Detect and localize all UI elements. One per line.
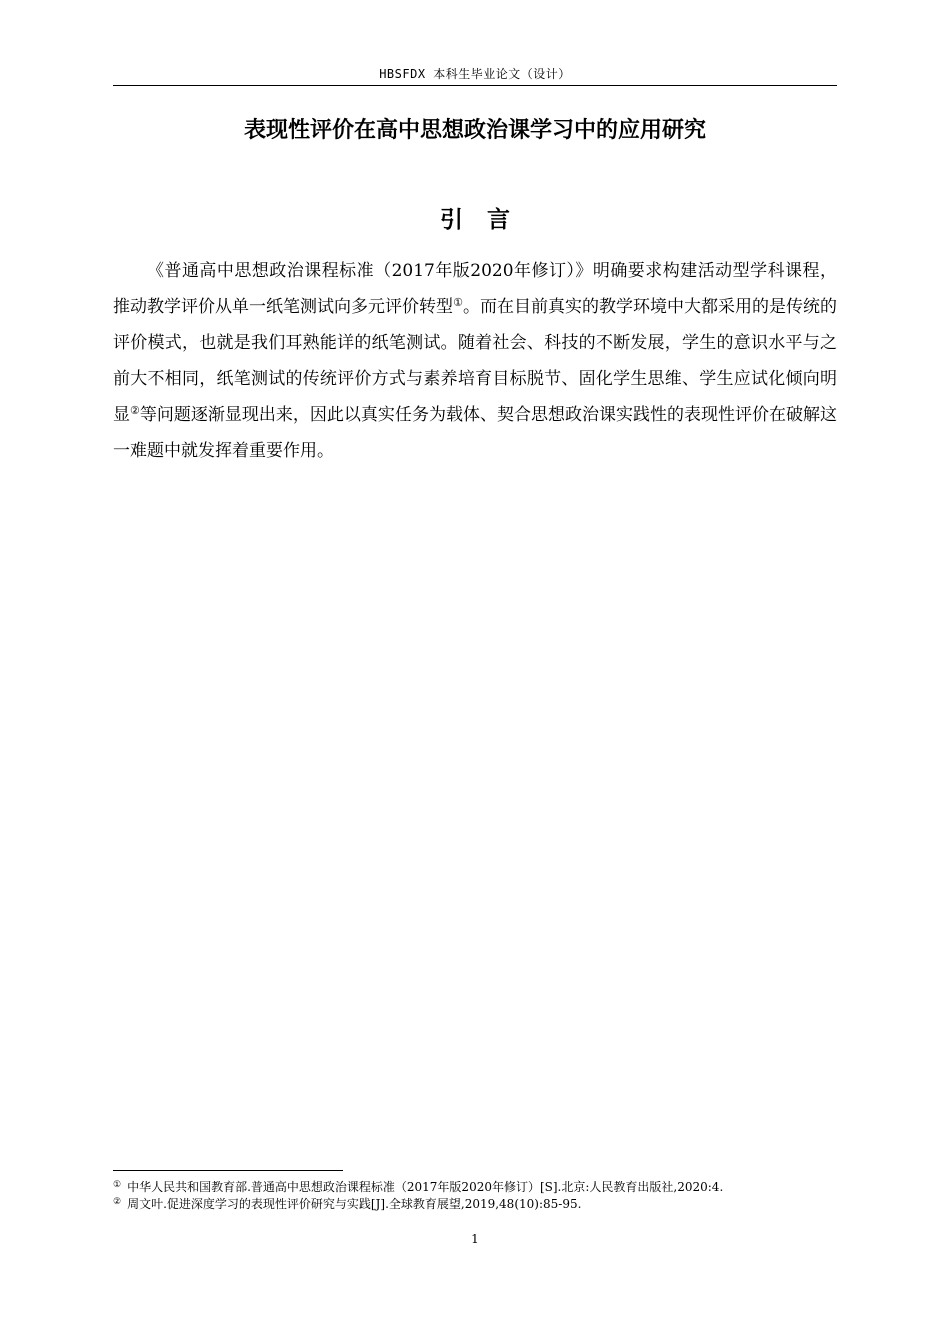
document-title: 表现性评价在高中思想政治课学习中的应用研究 (243, 118, 706, 143)
footnote-1 (113, 1179, 783, 1196)
running-header: HBSFDX 本科生毕业论文（设计） (379, 67, 571, 81)
footnotes-block (113, 1179, 783, 1213)
body-text-segment: 。而在目前真实的教学环境中大都采用的是传统的评价模式，也就是我们耳熟能详的纸笔测试。随着社会、科技的不断发展，学生的意识水平与之前大不相同，纸笔测试的传统评价方式与素养培育目标脱节、固化学生思维、学生应试化倾向明显 (113, 297, 837, 425)
footnote-marker: ① (113, 1180, 122, 1190)
footnote-marker: ② (113, 1197, 122, 1207)
header-rule (113, 85, 837, 86)
section-heading-introduction: 引言 (440, 207, 534, 233)
body-text-segment: 《普通高中思想政治课程标准（2017年版2020年修订）》明确要求构建活动型学科课程，推动教学评价从单一纸笔测试向多元评价转型 (113, 261, 837, 317)
footnote-2 (113, 1196, 783, 1213)
body-text-segment: 等问题逐渐显现出来，因此以真实任务为载体、契合思想政治课实践性的表现性评价在破解这一难题中就发挥着重要作用。 (113, 405, 838, 461)
footnote-reference-1[interactable]: ① (453, 296, 463, 309)
footnote-separator (113, 1170, 343, 1171)
page-number: 1 (471, 1232, 479, 1246)
footnote-reference-2[interactable]: ② (130, 404, 140, 417)
footnote-text: 中华人民共和国教育部.普通高中思想政治课程标准（2017年版2020年修订）[S].北京:人民教育出版社,2020:4. (127, 1180, 724, 1194)
body-paragraph (113, 253, 837, 469)
footnote-text: 周文叶.促进深度学习的表现性评价研究与实践[J].全球教育展望,2019,48(10):85-95. (127, 1197, 582, 1211)
